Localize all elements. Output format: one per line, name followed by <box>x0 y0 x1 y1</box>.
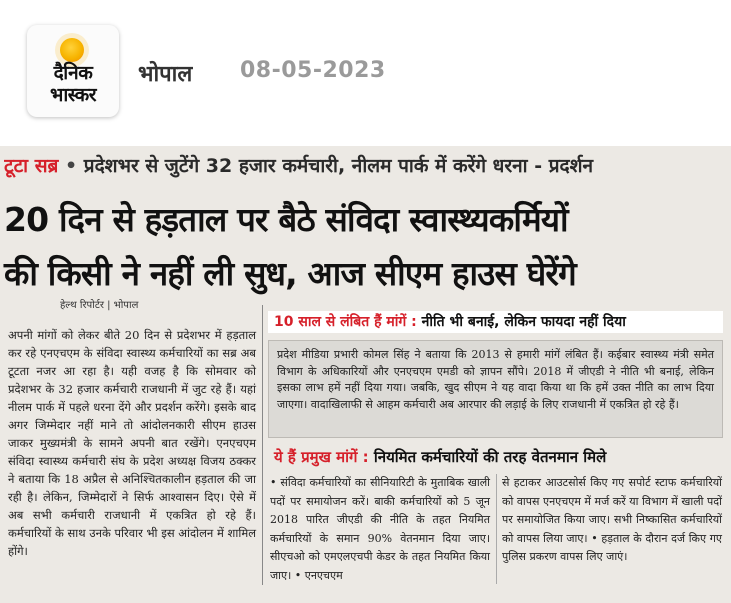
edition-date: 08-05-2023 <box>240 58 386 83</box>
article-strap <box>4 152 724 186</box>
right-column <box>502 474 722 567</box>
right-column-text: से हटाकर आउटसोर्स किए गए सपोर्ट स्टाफ कर्मचारियों को वापस एनएचएम में मर्ज करें या विभाग में खाली पदों पर समायोजित किया जाए। सभी निष्कासित कर्मचारियों को वापस लिया जाए। • हड़ताल के दौरान दर्ज किए गए पुलिस प्रकरण वापस लिए जाएं। <box>502 476 722 563</box>
subhead1-text: नीति भी बनाई, लेकिन फायदा नहीं दिया <box>416 314 626 330</box>
strap-bullet: • <box>58 155 84 177</box>
strap-tag: टूटा सब्र <box>4 155 59 177</box>
subhead2-text: नियमित कर्मचारियों की तरह वेतनमान मिले <box>368 448 607 466</box>
strap-text: प्रदेशभर से जुटेंगे 32 हजार कर्मचारी, नीलम पार्क में करेंगे धरना - प्रदर्शन <box>83 155 594 177</box>
logo-text-line1: दैनिक <box>53 62 93 84</box>
subhead-main-demands <box>268 446 723 468</box>
page-header <box>0 0 731 130</box>
middle-column <box>270 474 490 585</box>
column-divider <box>262 305 263 585</box>
left-column <box>8 326 256 560</box>
edition-city: भोपाल <box>138 62 193 87</box>
column-divider-2 <box>496 474 497 584</box>
headline-line-1: 20 दिन से हड़ताल पर बैठे संविदा स्वास्थ्यकर्मियों <box>4 200 568 239</box>
dainik-bhaskar-logo[interactable] <box>27 25 119 117</box>
subhead2-label: ये हैं प्रमुख मांगें : <box>274 448 369 466</box>
logo-text-line2: भास्कर <box>49 84 97 106</box>
left-column-text: अपनी मांगों को लेकर बीते 20 दिन से प्रदेशभर में हड़ताल कर रहे एनएचएम के संविदा स्वास्थ्य कर्मचारियों का सब्र अब टूटता नजर आ रहा है। यही वजह है कि सोमवार को प्रदेशभर के 32 हजार कर्मचारी राजधानी में जुट रहे हैं। यहां नीलम पार्क में पहले धरना देंगे और प्रदर्शन करेंगे। इसके बाद अगर जिम्मेदार नहीं माने तो आंदोलनकारी सीएम हाउस जाकर मुख्यमंत्री के सामने अपनी बात रखेंगे। एनएचएम संविदा स्वास्थ्य कर्मचारी संघ के प्रदेश अध्यक्ष विजय ठक्कर ने बताया कि 18 अप्रैल से अनिश्चितकालीन हड़ताल की जा रही है। लेकिन, जिम्मेदारों ने सिर्फ आश्वासन दिए। ऐसे में अब सभी कर्मचारी राजधानी में एकत्रित हो रहे हैं। कर्मचारियों के साथ उनके परिवार भी इस आंदोलन में शामिल होंगे। <box>8 328 256 558</box>
sun-icon <box>60 38 84 62</box>
byline: हेल्थ रिपोर्टर | भोपाल <box>60 300 139 311</box>
boxed-paragraph <box>268 340 723 438</box>
headline-line-2: की किसी ने नहीं ली सुध, आज सीएम हाउस घेरेंगे <box>4 254 576 293</box>
subhead-pending-demands <box>268 311 723 333</box>
subhead1-label: 10 साल से लंबित हैं मांगें : <box>274 314 417 330</box>
middle-column-text: • संविदा कर्मचारियों का सीनियारिटी के मुताबिक खाली पदों पर समायोजन करें। बाकी कर्मचारियों को 5 जून 2018 पारित जीएडी की नीति के तहत नियमित कर्मचारियों के समान 90% वेतनमान दिया जाए। सीएचओ को एमएलएचपी केडर के तहत नियमित किया जाए। • एनएचएम <box>270 476 490 582</box>
boxed-text: प्रदेश मीडिया प्रभारी कोमल सिंह ने बताया कि 2013 से हमारी मांगें लंबित हैं। कईबार स्वास्थ्य मंत्री समेत विभाग के अधिकारियों और एनएचएम एमडी को ज्ञापन सौंपे। 2018 में जीएडी ने नीति भी बनाई, लेकिन इसका लाभ हमें नहीं दिया गया। जबकि, खुद सीएम ने यह वादा किया था कि हमें उक्त नीति का लाभ दिया जाएगा। वादाखिलाफी से आहम कर्मचारी अब आरपार की लड़ाई के लिए राजधानी में एकत्रित हो रहे हैं। <box>277 348 714 411</box>
